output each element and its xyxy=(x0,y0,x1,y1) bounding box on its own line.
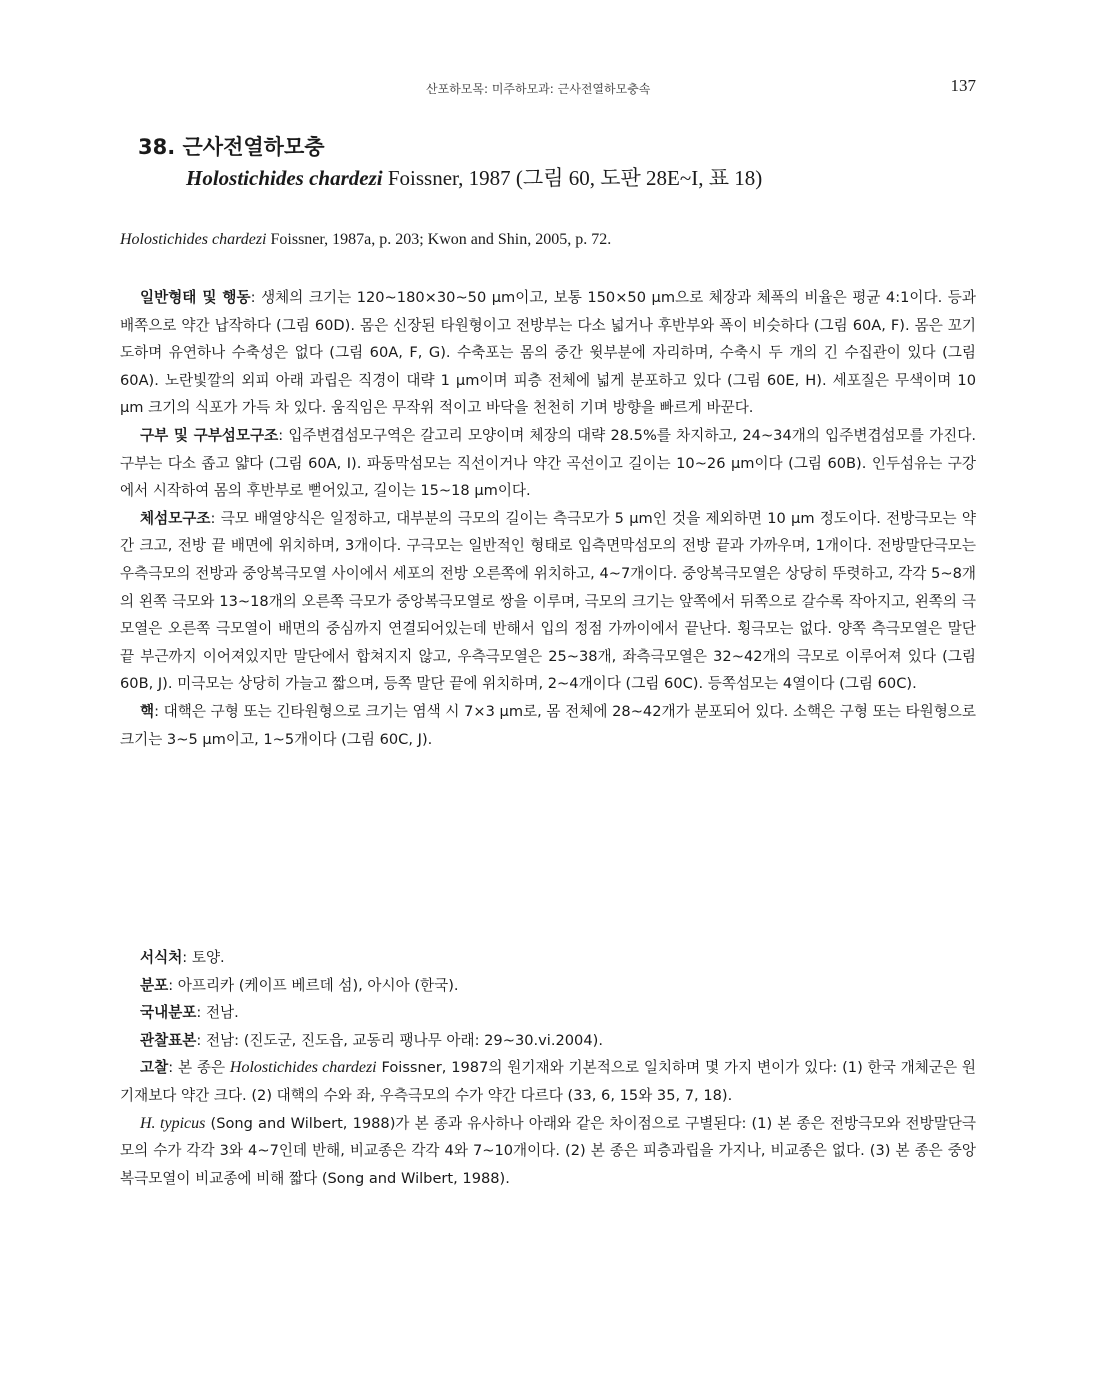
section-label: 핵 xyxy=(140,702,155,720)
comparison-paragraph xyxy=(120,1110,976,1193)
remarks-text-pre: : 본 종은 xyxy=(168,1059,230,1077)
section-label: 체섬모구조 xyxy=(140,509,211,527)
remarks-label: 고찰 xyxy=(140,1059,169,1077)
distribution-label: 분포 xyxy=(140,976,169,994)
distribution-text: : 아프리카 (케이프 베르데 섬), 아시아 (한국). xyxy=(168,976,459,994)
remarks-paragraph xyxy=(120,1054,976,1109)
species-authority-reference: Foissner, 1987 (그림 60, 도판 28E~I, 표 18) xyxy=(382,166,763,190)
comparison-text: (Song and Wilbert, 1988)가 본 종과 유사하나 아래와 같은 차이점으로 구별된다: (1) 본 종은 전방극모와 전방말단극모의 수가 각각 3와 4~7인데 반해, 비교종은 각각 4와 7~10개이다. (2) 본 종은 피층과립을 가지나, 비교종은 없다. (3) 본 종은 중앙복극모열이 비교종에 비해 짧다 (Song and Wilbert, 1988). xyxy=(120,1114,976,1187)
description-paragraph-oral xyxy=(120,422,976,505)
domestic-distribution-text: : 전남. xyxy=(196,1004,239,1022)
domestic-distribution-line xyxy=(120,999,976,1027)
comparison-scientific-name: H. typicus xyxy=(140,1114,206,1132)
remarks-scientific-name: Holostichides chardezi xyxy=(229,1059,377,1077)
species-scientific-name-line xyxy=(186,162,978,194)
section-text: : 극모 배열양식은 일정하고, 대부분의 극모의 길이는 측극모가 5 μm인 것을 제외하면 10 μm 정도이다. 전방극모는 약간 크고, 전방 끝 배면에 위치하며, 3개이다. 구극모는 일반적인 형태로 입측면막섬모의 전방 끝과 가까우며, 1개이다. 전방말단극모는 우측극모의 전방과 중앙복극모열 사이에서 세포의 전방 오른쪽에 위치하고, 4~7개이다. 중앙복극모열은 상당히 뚜렷하고, 각각 5~8개의 왼쪽 극모와 13~18개의 오른쪽 극모가 중앙복극모열로 쌍을 이루며, 극모의 크기는 앞쪽에서 뒤쪽으로 갈수록 작아지고, 왼쪽의 극모열은 오른쪽 극모열이 배면의 중심까지 연결되어있는데 반해서 입의 정점 가까이에서 끝난다. 횡극모는 없다. 양쪽 측극모열은 말단 끝 부근까지 이어져있지만 말단에서 합쳐지지 않고, 우측극모열은 25~38개, 좌측극모열은 32~42개의 극모로 이루어져 있다 (그림 60B, J). 미극모는 상당히 가늘고 짧으며, 등쪽 말단 끝에 위치하며, 2~4개이다 (그림 60C). 등쪽섬모는 4열이다 (그림 60C). xyxy=(120,509,976,693)
section-label: 구부 및 구부섬모구조 xyxy=(140,426,279,444)
synonym-scientific-name: Holostichides chardezi xyxy=(120,231,267,248)
species-scientific-name: Holostichides chardezi xyxy=(186,166,383,190)
section-label: 일반형태 및 행동 xyxy=(140,289,251,306)
habitat-line xyxy=(120,944,976,972)
remarks-text-post: Foissner, 1987의 원기재와 기본적으로 일치하며 몇 가지 변이가 있다: (1) 한국 개체군은 원기재보다 약간 크다. (2) 대핵의 수와 좌, 우측극모의 수가 약간 다르다 (33, 6, 15와 35, 7, 18). xyxy=(120,1059,976,1104)
specimen-text: : 전남: (진도군, 진도읍, 교동리 팽나무 아래: 29~30.vi.2004). xyxy=(196,1031,603,1049)
description-body xyxy=(120,284,976,753)
running-head xyxy=(120,76,976,100)
description-paragraph-nucleus xyxy=(120,698,976,753)
document-page xyxy=(120,0,976,1400)
habitat-section xyxy=(120,944,976,1192)
species-korean-name: 38. 근사전열하모충 xyxy=(138,135,325,159)
specimen-line xyxy=(120,1027,976,1055)
page-number: 137 xyxy=(950,76,976,95)
synonym-citation xyxy=(120,227,976,253)
habitat-text: : 토양. xyxy=(182,949,225,966)
description-paragraph-ciliature xyxy=(120,505,976,698)
running-head-text: 산포하모목: 미주하모과: 근사전열하모충속 xyxy=(426,82,651,96)
section-text: : 생체의 크기는 120~180×30~50 μm이고, 보통 150×50 μm으로 체장과 체폭의 비율은 평균 4:1이다. 등과 배쪽으로 약간 납작하다 (그림 60D). 몸은 신장된 타원형이고 전방부는 다소 넓거나 후반부와 폭이 비슷하다 (그림 60A, F). 몸은 꼬기도하며 유연하나 수축성은 없다 (그림 60A, F, G). 수축포는 몸의 중간 윗부분에 자리하며, 수축시 두 개의 긴 수집관이 있다 (그림 60A). 노란빛깔의 외피 아래 과립은 직경이 대략 1 μm이며 피층 전체에 넓게 분포하고 있다 (그림 60E, H). 세포질은 무색이며 10 μm 크기의 식포가 가득 차 있다. 움직임은 무작위 적이고 바닥을 천천히 기며 방향을 빠르게 바꾼다. xyxy=(120,289,976,417)
description-paragraph-general xyxy=(120,284,976,422)
species-title xyxy=(138,132,978,194)
domestic-distribution-label: 국내분포 xyxy=(140,1004,197,1022)
specimen-label: 관찰표본 xyxy=(140,1031,197,1049)
section-text: : 대핵은 구형 또는 긴타원형으로 크기는 염색 시 7×3 μm로, 몸 전체에 28~42개가 분포되어 있다. 소핵은 구형 또는 타원형으로 크기는 3~5 μm이고, 1~5개이다 (그림 60C, J). xyxy=(120,702,976,748)
section-text: : 입주변겹섬모구역은 갈고리 모양이며 체장의 대략 28.5%를 차지하고, 24~34개의 입주변겹섬모를 가진다. 구부는 다소 좁고 얇다 (그림 60A, I). 파동막섬모는 직선이거나 약간 곡선이고 길이는 10~26 μm이다 (그림 60B). 인두섬유는 구강에서 시작하여 몸의 후반부로 뻗어있고, 길이는 15~18 μm이다. xyxy=(120,426,976,500)
habitat-label: 서식처 xyxy=(140,949,183,966)
distribution-line xyxy=(120,972,976,1000)
synonym-citation-text: Foissner, 1987a, p. 203; Kwon and Shin, 2005, p. 72. xyxy=(266,231,612,248)
